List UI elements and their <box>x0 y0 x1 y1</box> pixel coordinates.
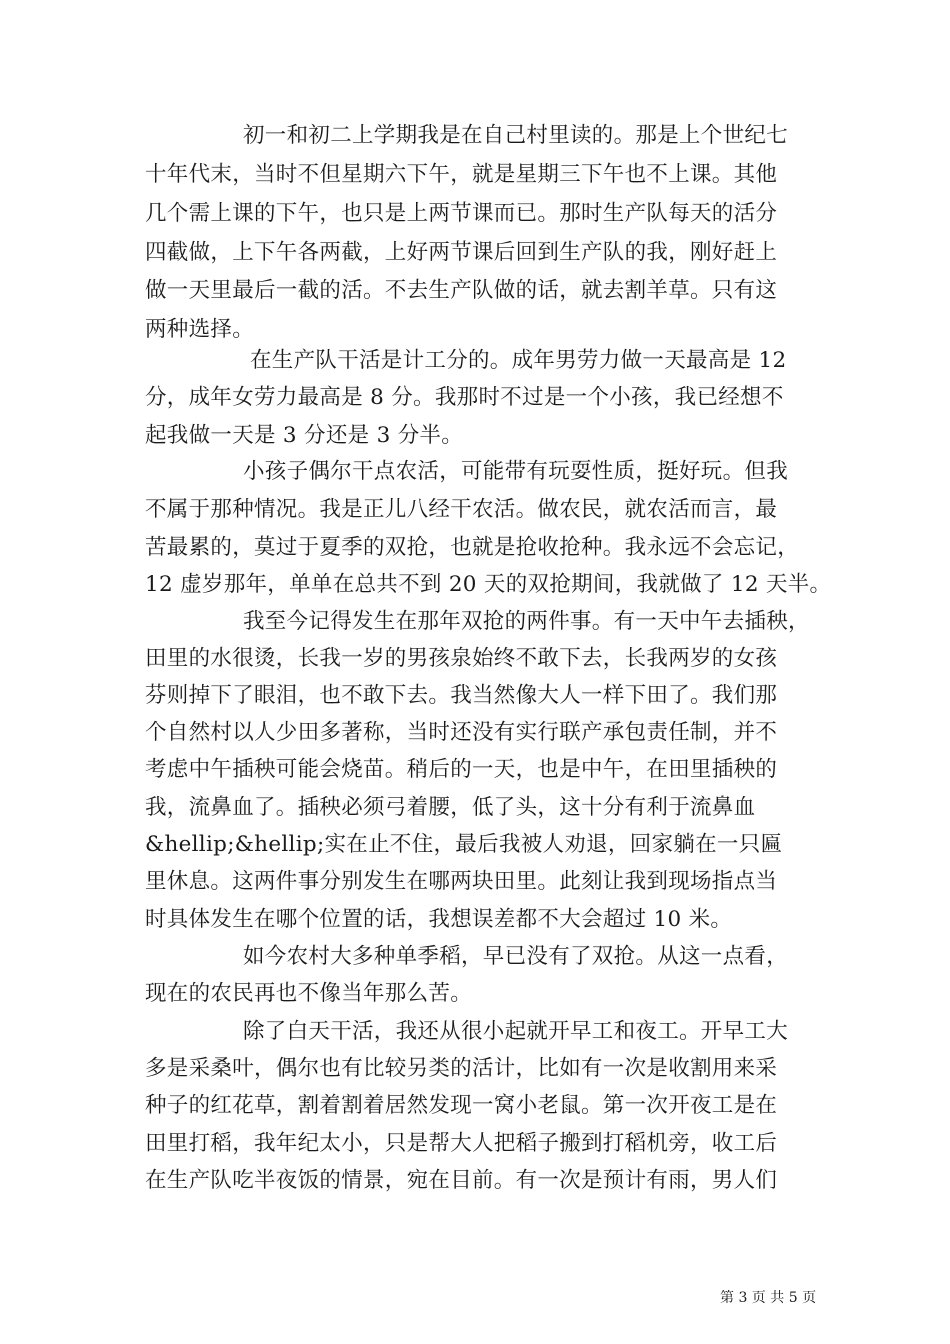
paragraph-5-line-1: 如今农村大多种单季稻，早已没有了双抢。从这一点看， <box>243 944 789 969</box>
paragraph-1-line-6: 两种选择。 <box>145 317 255 342</box>
paragraph-1-line-4: 四截做，上下午各两截，上好两节课后回到生产队的我，刚好赶上 <box>145 240 778 265</box>
paragraph-4-line-7: &hellip;&hellip;实在止不住，最后我被人劝退，回家躺在一只匾 <box>145 832 783 857</box>
paragraph-4-line-3: 芬则掉下了眼泪，也不敢下去。我当然像大人一样下田了。我们那 <box>145 683 778 708</box>
paragraph-4-line-8: 里休息。这两件事分别发生在哪两块田里。此刻让我到现场指点当 <box>145 869 778 894</box>
paragraph-5-line-2: 现在的农民再也不像当年那么苦。 <box>145 981 473 1006</box>
paragraph-4-line-4: 个自然村以人少田多著称，当时还没有实行联产承包责任制，并不 <box>145 720 778 745</box>
paragraph-3-line-4: 12 虚岁那年，单单在总共不到 20 天的双抢期间，我就做了 12 天半。 <box>145 572 832 597</box>
paragraph-2-line-1: 在生产队干活是计工分的。成年男劳力做一天最高是 12 <box>250 348 787 373</box>
paragraph-6-line-1: 除了白天干活，我还从很小起就开早工和夜工。开早工大 <box>243 1019 789 1044</box>
paragraph-2-line-3: 起我做一天是 3 分还是 3 分半。 <box>145 423 464 448</box>
paragraph-6-line-4: 田里打稻，我年纪太小，只是帮大人把稻子搬到打稻机旁，收工后 <box>145 1131 778 1156</box>
paragraph-4-line-1: 我至今记得发生在那年双抢的两件事。有一天中午去插秧， <box>243 609 810 634</box>
paragraph-3-line-3: 苦最累的，莫过于夏季的双抢，也就是抢收抢种。我永远不会忘记， <box>145 535 800 560</box>
paragraph-1-line-3: 几个需上课的下午，也只是上两节课而已。那时生产队每天的活分 <box>145 201 778 226</box>
paragraph-3-line-2: 不属于那种情况。我是正儿八经干农活。做农民，就农活而言，最 <box>145 497 778 522</box>
paragraph-3-line-1: 小孩子偶尔干点农活，可能带有玩耍性质，挺好玩。但我 <box>243 459 789 484</box>
paragraph-6-line-5: 在生产队吃半夜饭的情景，宛在目前。有一次是预计有雨，男人们 <box>145 1168 778 1193</box>
paragraph-4-line-6: 我，流鼻血了。插秧必须弓着腰，低了头，这十分有利于流鼻血 <box>145 795 756 820</box>
paragraph-6-line-2: 多是采桑叶，偶尔也有比较另类的活计，比如有一次是收割用来采 <box>145 1056 778 1081</box>
paragraph-4-line-5: 考虑中午插秧可能会烧苗。稍后的一天，也是中午，在田里插秧的 <box>145 757 778 782</box>
paragraph-1-line-5: 做一天里最后一截的活。不去生产队做的话，就去割羊草。只有这 <box>145 278 778 303</box>
paragraph-4-line-2: 田里的水很烫，长我一岁的男孩泉始终不敢下去，长我两岁的女孩 <box>145 646 778 671</box>
paragraph-1-line-2: 十年代末，当时不但星期六下午，就是星期三下午也不上课。其他 <box>145 162 778 187</box>
paragraph-6-line-3: 种子的红花草，割着割着居然发现一窝小老鼠。第一次开夜工是在 <box>145 1093 778 1118</box>
page-number-footer: 第 3 页 共 5 页 <box>720 1290 817 1306</box>
paragraph-4-line-9: 时具体发生在哪个位置的话，我想误差都不大会超过 10 米。 <box>145 907 733 932</box>
paragraph-2-line-2: 分，成年女劳力最高是 8 分。我那时不过是一个小孩，我已经想不 <box>145 385 784 410</box>
paragraph-1-line-1: 初一和初二上学期我是在自己村里读的。那是上个世纪七 <box>243 123 789 148</box>
